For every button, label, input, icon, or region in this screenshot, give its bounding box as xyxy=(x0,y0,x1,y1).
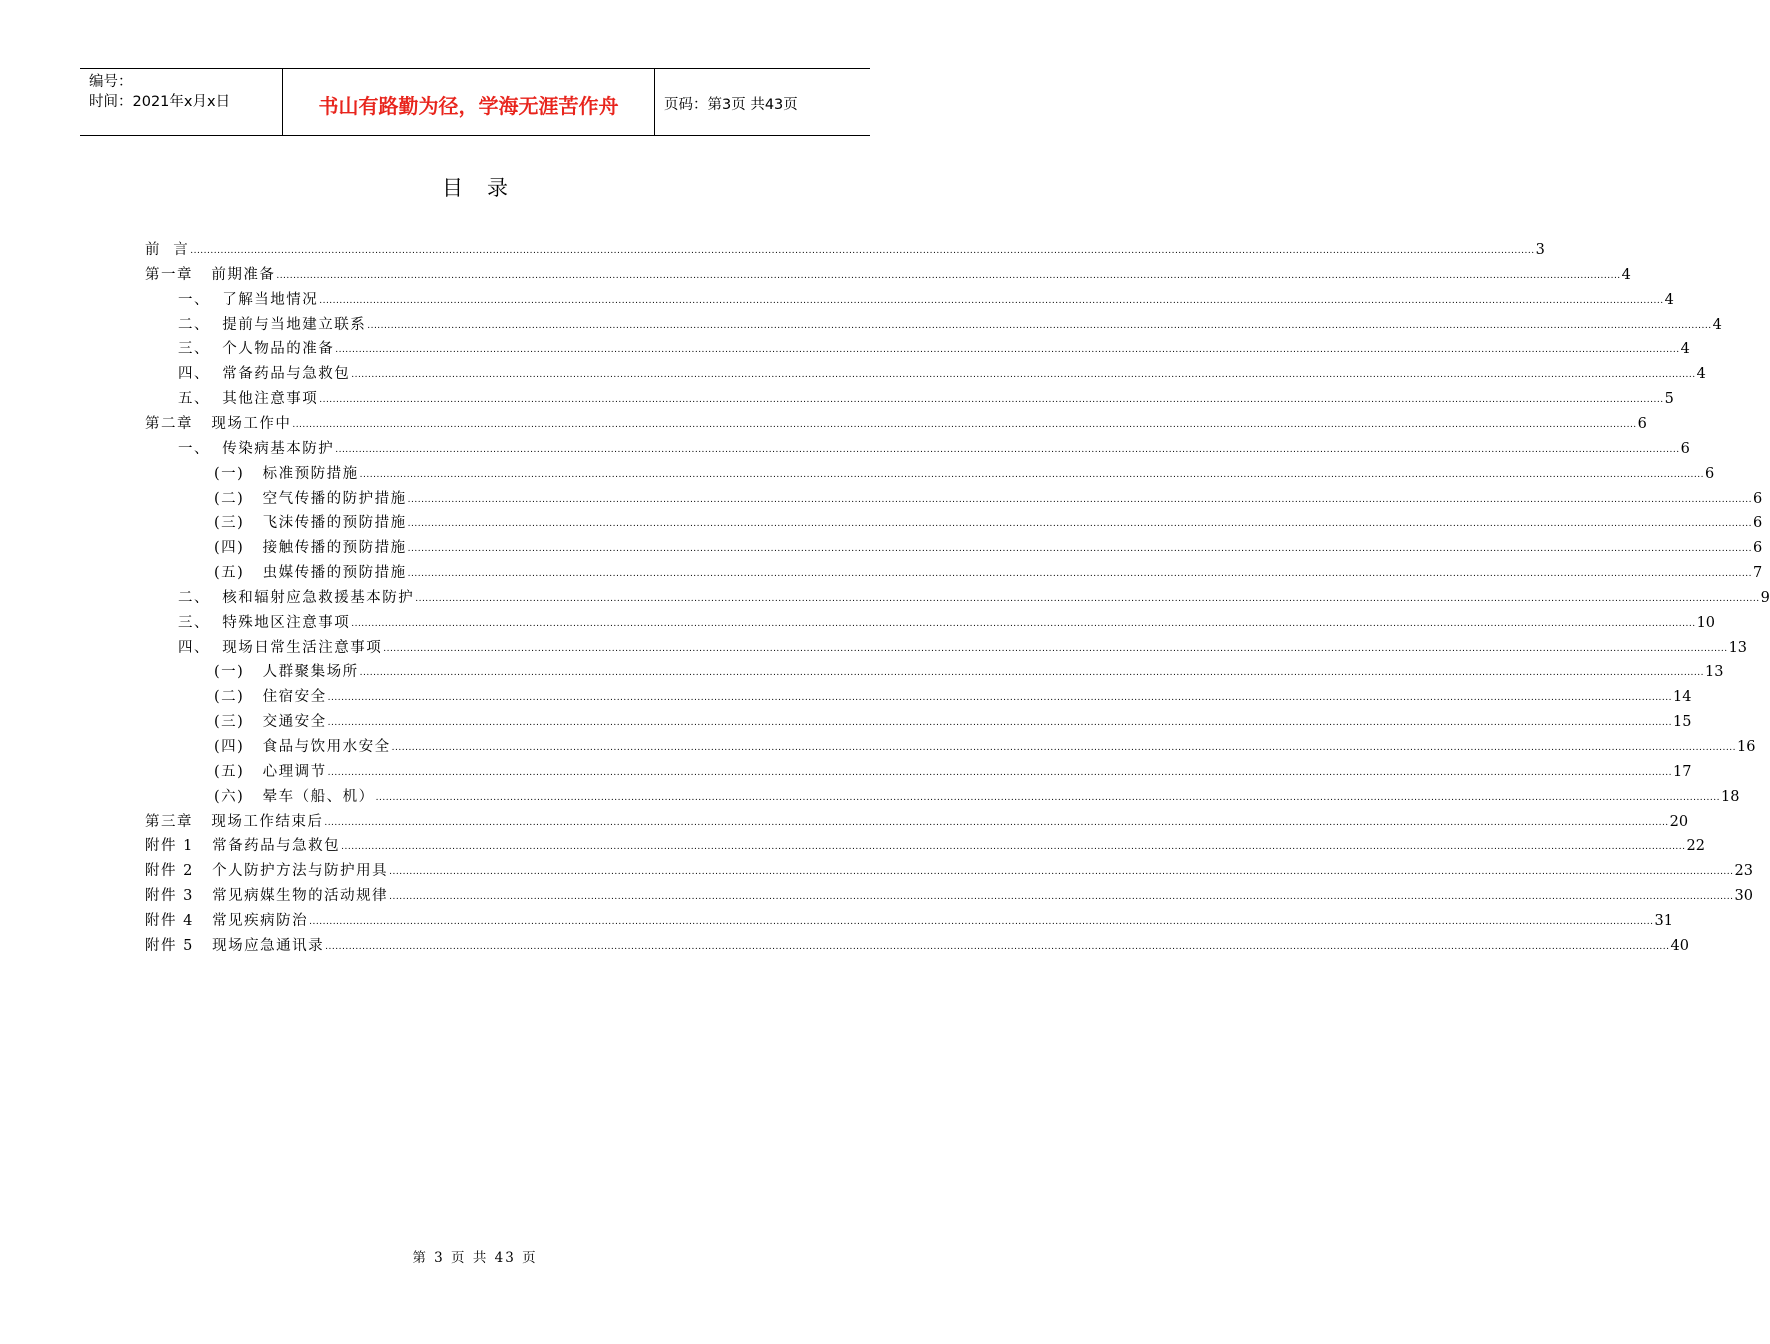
toc-entry-label: (三) 交通安全 xyxy=(214,714,327,731)
page-header xyxy=(80,68,870,136)
toc-entry-label: (三) 飞沫传播的预防措施 xyxy=(214,515,407,532)
toc-dot-leader: ................................................................................................................................................................................................................................................................................................................................................................................................................ xyxy=(319,395,1664,406)
toc-entry[interactable] xyxy=(145,880,1753,905)
toc-entry[interactable] xyxy=(214,781,1740,806)
document-date-label: 时间：2021年x月x日 xyxy=(89,94,231,110)
toc-dot-leader: ................................................................................................................................................................................................................................................................................................................................................................................................................ xyxy=(359,668,1704,679)
toc-dot-leader: ................................................................................................................................................................................................................................................................................................................................................................................................................ xyxy=(359,469,1704,480)
toc-entry-label: (五) 心理调节 xyxy=(214,763,327,780)
toc-dot-leader: ................................................................................................................................................................................................................................................................................................................................................................................................................ xyxy=(407,569,1752,580)
toc-entry-page-number: 6 xyxy=(1752,515,1763,532)
toc-entry-label: 一、 了解当地情况 xyxy=(178,291,319,308)
toc-entry-label: 二、 提前与当地建立联系 xyxy=(178,316,367,333)
toc-dot-leader: ................................................................................................................................................................................................................................................................................................................................................................................................................ xyxy=(327,767,1672,778)
toc-entry-page-number: 10 xyxy=(1696,614,1716,631)
toc-entry[interactable] xyxy=(214,458,1715,483)
toc-entry-label: 三、 特殊地区注意事项 xyxy=(178,614,351,631)
toc-entry-page-number: 6 xyxy=(1752,490,1763,507)
toc-entry-page-number: 6 xyxy=(1705,465,1715,482)
toc-dot-leader: ................................................................................................................................................................................................................................................................................................................................................................................................................ xyxy=(383,643,1728,654)
toc-entry-label: 附件 1 常备药品与急救包 xyxy=(145,838,341,855)
toc-dot-leader: ................................................................................................................................................................................................................................................................................................................................................................................................................ xyxy=(351,370,1696,381)
toc-entry[interactable] xyxy=(178,582,1770,607)
toc-entry-page-number: 15 xyxy=(1673,714,1692,731)
toc-dot-leader: ................................................................................................................................................................................................................................................................................................................................................................................................................ xyxy=(327,693,1672,704)
header-meta xyxy=(80,69,282,135)
toc-entry-page-number: 16 xyxy=(1736,739,1756,755)
toc-dot-leader: ................................................................................................................................................................................................................................................................................................................................................................................................................ xyxy=(391,743,1736,753)
toc-entry-label: 一、 传染病基本防护 xyxy=(178,440,335,457)
toc-entry-page-number: 4 xyxy=(1621,266,1631,283)
toc-entry-page-number: 17 xyxy=(1673,763,1692,780)
toc-dot-leader: ................................................................................................................................................................................................................................................................................................................................................................................................................ xyxy=(375,792,1720,803)
toc-entry[interactable] xyxy=(214,731,1756,756)
toc-entry-page-number: 40 xyxy=(1670,937,1689,954)
header-page-info: 页码：第3页 共43页 xyxy=(664,96,798,113)
toc-entry-label: 附件 2 个人防护方法与防护用具 xyxy=(145,863,389,880)
toc-entry[interactable] xyxy=(214,681,1692,706)
toc-entry-label: 附件 5 现场应急通讯录 xyxy=(145,937,325,954)
toc-title: 目录 xyxy=(442,176,532,200)
toc-entry-label: 前 言 xyxy=(145,242,190,258)
toc-entry-label: (四) 食品与饮用水安全 xyxy=(214,739,391,755)
toc-dot-leader: ................................................................................................................................................................................................................................................................................................................................................................................................................ xyxy=(407,494,1752,505)
toc-dot-leader: ................................................................................................................................................................................................................................................................................................................................................................................................................ xyxy=(309,916,1654,927)
toc-entry[interactable] xyxy=(178,309,1722,334)
toc-dot-leader: ................................................................................................................................................................................................................................................................................................................................................................................................................ xyxy=(415,593,1760,604)
toc-dot-leader: ................................................................................................................................................................................................................................................................................................................................................................................................................ xyxy=(367,320,1712,331)
toc-dot-leader: ................................................................................................................................................................................................................................................................................................................................................................................................................ xyxy=(327,718,1672,729)
toc-entry-page-number: 14 xyxy=(1673,689,1692,706)
toc-entry-label: 四、 现场日常生活注意事项 xyxy=(178,639,383,656)
toc-entry[interactable] xyxy=(145,855,1753,880)
toc-dot-leader: ................................................................................................................................................................................................................................................................................................................................................................................................................ xyxy=(389,892,1734,903)
toc-entry-page-number: 4 xyxy=(1664,291,1674,308)
toc-entry-page-number: 30 xyxy=(1734,888,1753,905)
toc-entry-label: 第一章 前期准备 xyxy=(145,266,276,283)
toc-entry-label: (二) 住宿安全 xyxy=(214,689,327,706)
toc-dot-leader: ................................................................................................................................................................................................................................................................................................................................................................................................................ xyxy=(351,618,1696,629)
toc-dot-leader: ................................................................................................................................................................................................................................................................................................................................................................................................................ xyxy=(341,842,1686,853)
page-footer: 第 3 页 共 43 页 xyxy=(412,1250,538,1266)
toc-entry-label: (二) 空气传播的防护措施 xyxy=(214,490,407,507)
toc-entry-label: 五、 其他注意事项 xyxy=(178,391,319,408)
toc-dot-leader: ................................................................................................................................................................................................................................................................................................................................................................................................................ xyxy=(389,867,1734,878)
toc-dot-leader: ................................................................................................................................................................................................................................................................................................................................................................................................................ xyxy=(407,519,1752,530)
toc-entry[interactable] xyxy=(214,557,1763,582)
toc-entry-page-number: 5 xyxy=(1664,391,1674,408)
toc-entry[interactable] xyxy=(178,383,1674,408)
toc-entry-page-number: 7 xyxy=(1752,565,1763,582)
toc-entry-page-number: 6 xyxy=(1637,415,1647,432)
toc-entry-page-number: 13 xyxy=(1728,639,1748,656)
toc-entry-label: (四) 接触传播的预防措施 xyxy=(214,540,407,557)
toc-entry[interactable] xyxy=(145,806,1689,831)
toc-dot-leader: ................................................................................................................................................................................................................................................................................................................................................................................................................ xyxy=(190,246,1535,256)
toc-entry-page-number: 9 xyxy=(1760,589,1770,606)
toc-entry[interactable] xyxy=(145,830,1705,855)
toc-entry[interactable] xyxy=(178,632,1748,657)
toc-entry[interactable] xyxy=(214,706,1692,731)
toc-entry-page-number: 20 xyxy=(1669,813,1689,830)
toc-dot-leader: ................................................................................................................................................................................................................................................................................................................................................................................................................ xyxy=(276,270,1621,281)
toc-entry[interactable] xyxy=(214,656,1724,681)
toc-entry[interactable] xyxy=(178,284,1674,309)
toc-entry[interactable] xyxy=(145,234,1545,259)
toc-dot-leader: ................................................................................................................................................................................................................................................................................................................................................................................................................ xyxy=(324,817,1669,828)
toc-entry[interactable] xyxy=(178,607,1716,632)
toc-entry-label: 三、 个人物品的准备 xyxy=(178,341,335,358)
toc-dot-leader: ................................................................................................................................................................................................................................................................................................................................................................................................................ xyxy=(319,295,1664,306)
toc-entry[interactable] xyxy=(214,507,1763,532)
toc-entry[interactable] xyxy=(145,259,1631,284)
toc-entry-label: (五) 虫媒传播的预防措施 xyxy=(214,565,407,582)
toc-entry-label: 附件 4 常见疾病防治 xyxy=(145,912,309,929)
toc-entry-label: 第三章 现场工作结束后 xyxy=(145,813,324,830)
toc-entry-page-number: 22 xyxy=(1686,838,1705,855)
toc-entry-page-number: 4 xyxy=(1680,341,1690,358)
toc-entry[interactable] xyxy=(178,433,1690,458)
toc-entry[interactable] xyxy=(178,333,1690,358)
toc-entry[interactable] xyxy=(178,358,1706,383)
toc-entry-page-number: 23 xyxy=(1734,863,1753,880)
toc-entry-page-number: 6 xyxy=(1680,440,1690,457)
toc-entry-page-number: 31 xyxy=(1654,912,1673,929)
header-motto: 书山有路勤为径，学海无涯苦作舟 xyxy=(282,69,655,135)
toc-entry-page-number: 4 xyxy=(1696,366,1706,383)
toc-entry-label: (一) 人群聚集场所 xyxy=(214,664,359,681)
toc-entry[interactable] xyxy=(214,483,1763,508)
toc-dot-leader: ................................................................................................................................................................................................................................................................................................................................................................................................................ xyxy=(325,941,1670,952)
toc-entry-label: 附件 3 常见病媒生物的活动规律 xyxy=(145,888,389,905)
toc-entry[interactable] xyxy=(145,930,1689,955)
toc-entry[interactable] xyxy=(145,408,1647,433)
toc-entry-label: (六) 晕车（船、机） xyxy=(214,788,375,805)
toc-dot-leader: ................................................................................................................................................................................................................................................................................................................................................................................................................ xyxy=(407,544,1752,555)
toc-entry-page-number: 6 xyxy=(1752,540,1763,557)
toc-entry-label: (一) 标准预防措施 xyxy=(214,465,359,482)
toc-entry-label: 四、 常备药品与急救包 xyxy=(178,366,351,383)
toc-entry-page-number: 13 xyxy=(1705,664,1724,681)
toc-entry-page-number: 3 xyxy=(1535,242,1545,258)
toc-entry-label: 第二章 现场工作中 xyxy=(145,415,292,432)
toc-dot-leader: ................................................................................................................................................................................................................................................................................................................................................................................................................ xyxy=(292,419,1637,430)
toc-entry[interactable] xyxy=(145,905,1673,930)
toc-entry[interactable] xyxy=(214,756,1692,781)
toc-entry-page-number: 4 xyxy=(1712,316,1722,333)
toc-entry-page-number: 18 xyxy=(1720,788,1740,805)
toc-entry[interactable] xyxy=(214,532,1763,557)
toc-dot-leader: ................................................................................................................................................................................................................................................................................................................................................................................................................ xyxy=(335,444,1680,455)
toc-dot-leader: ................................................................................................................................................................................................................................................................................................................................................................................................................ xyxy=(335,345,1680,356)
document-number-label: 编号： xyxy=(89,74,133,90)
toc-entry-label: 二、 核和辐射应急救援基本防护 xyxy=(178,589,415,606)
